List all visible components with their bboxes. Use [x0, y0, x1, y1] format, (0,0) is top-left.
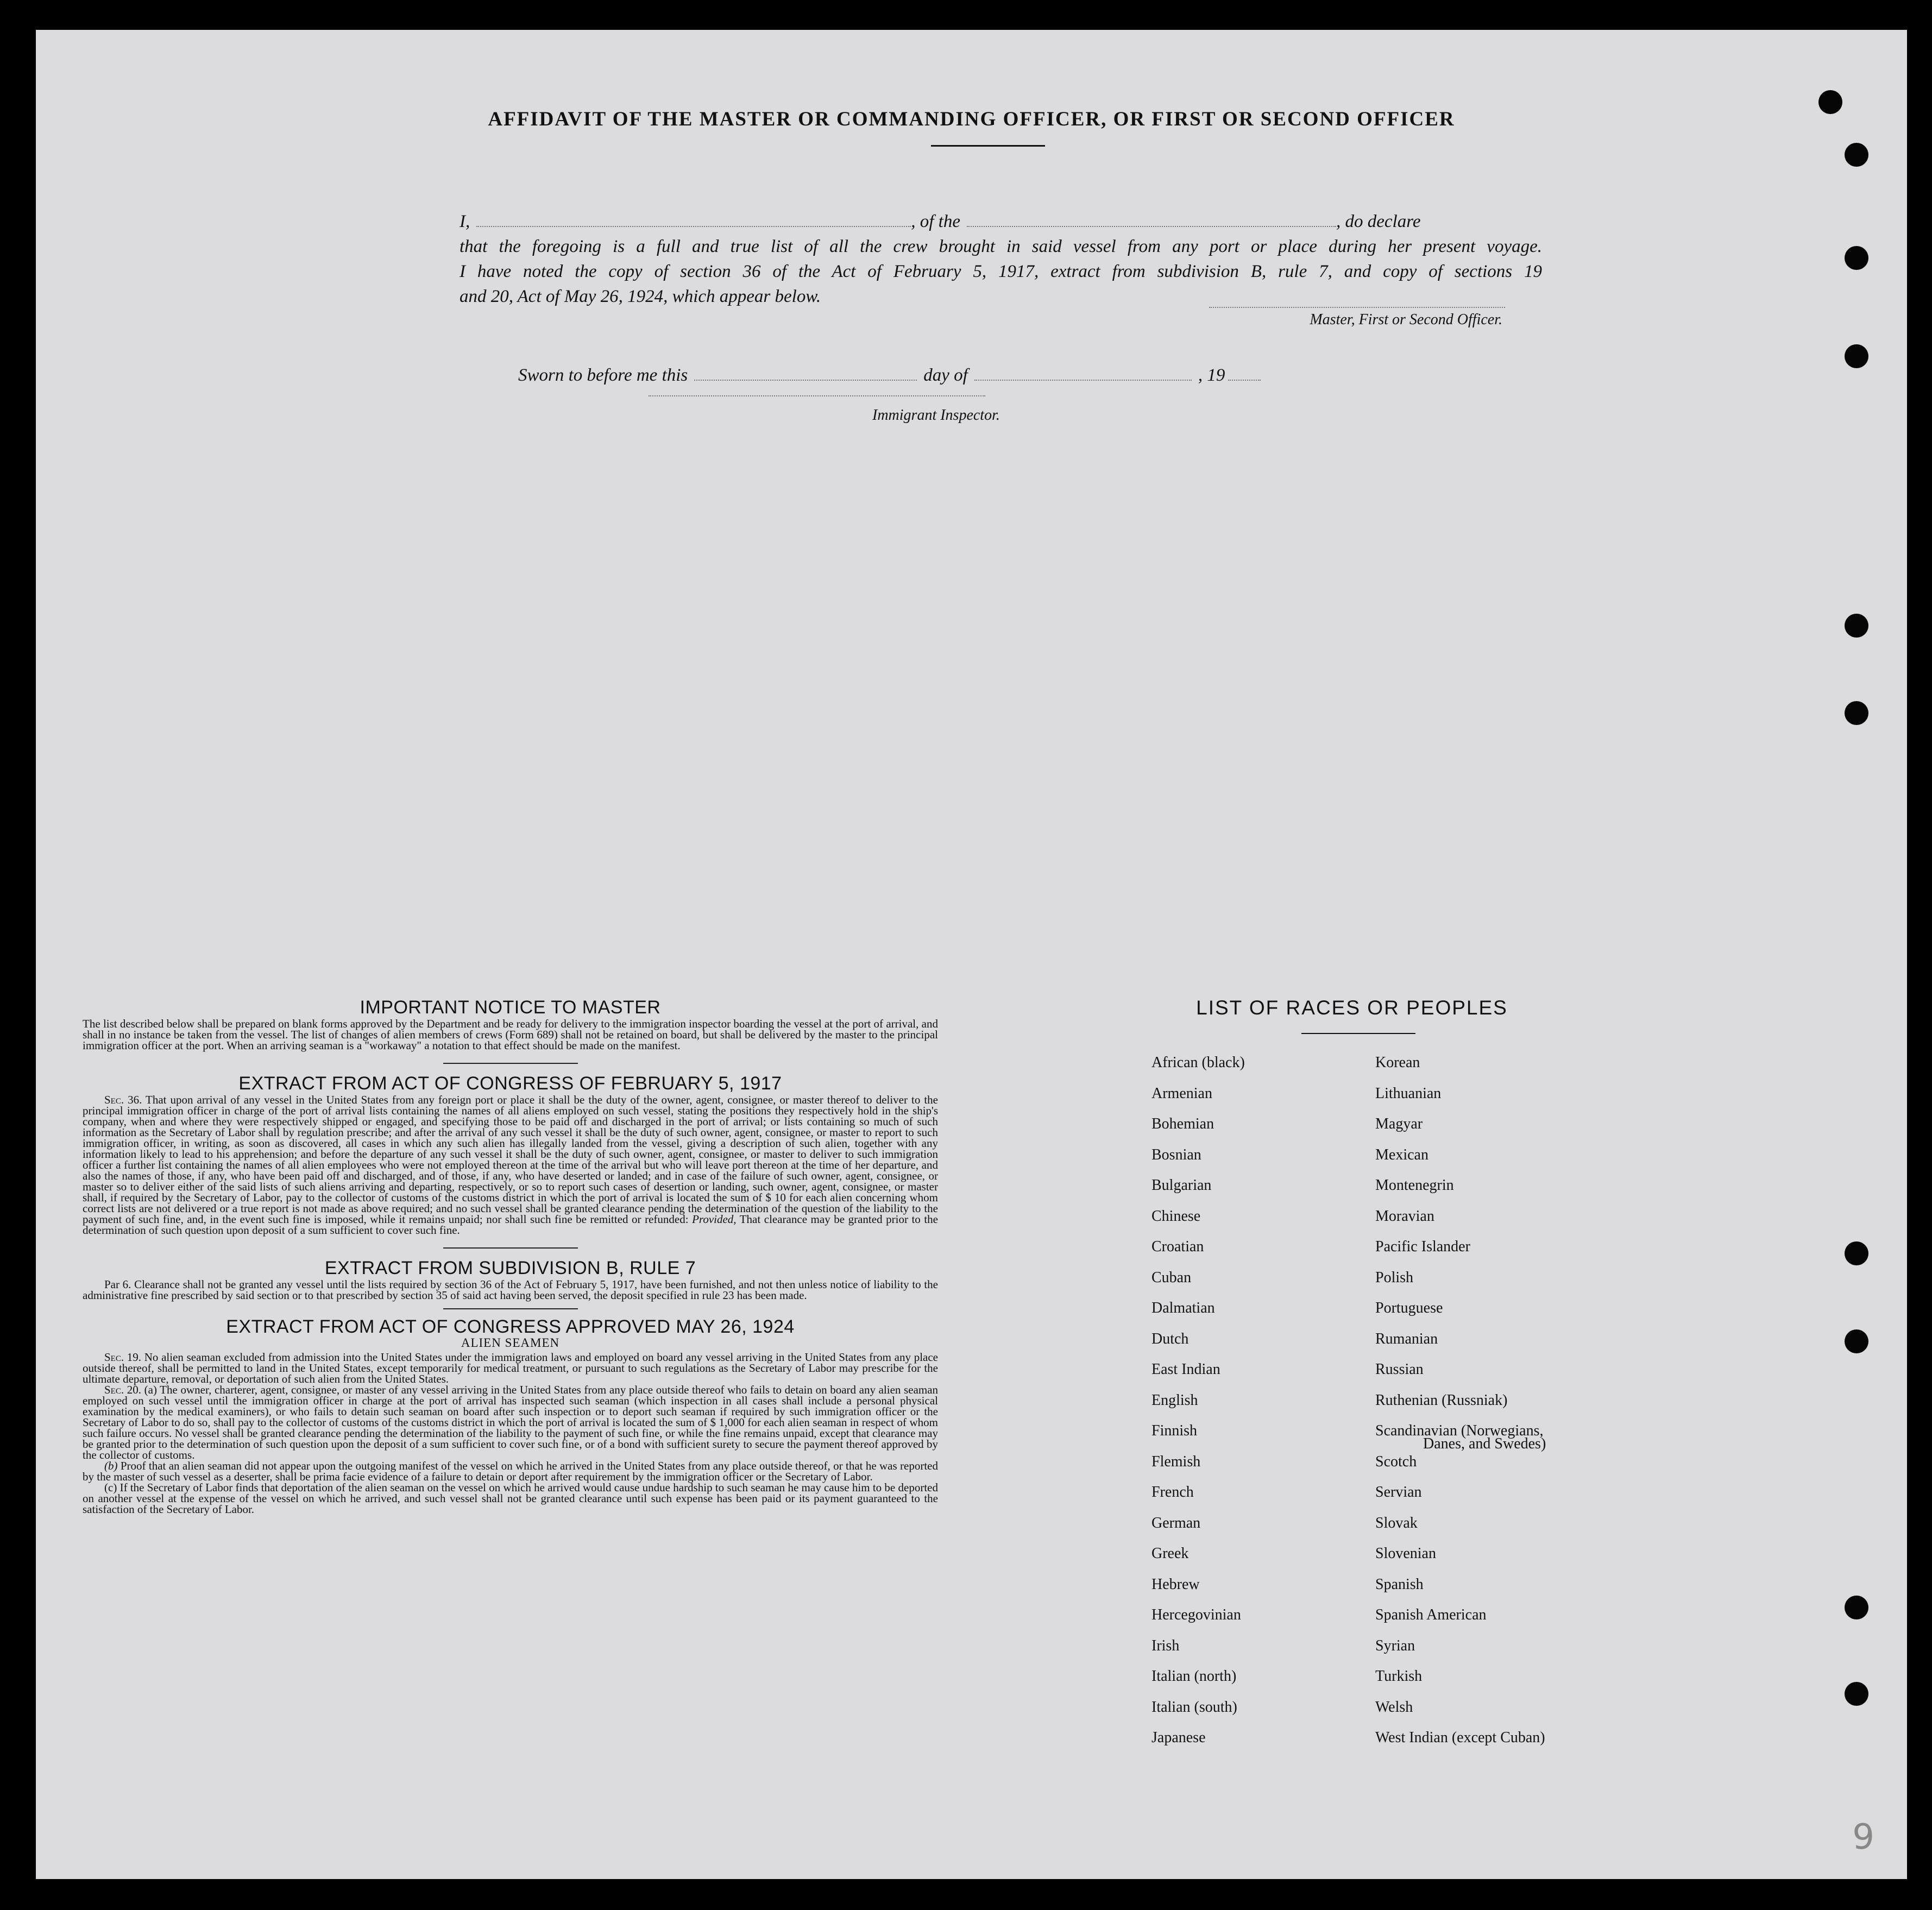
punch-hole — [1845, 701, 1868, 725]
race-item: Turkish — [1375, 1668, 1423, 1685]
inspector-signature-line[interactable] — [649, 395, 985, 396]
sec-20b-text — [83, 1460, 938, 1482]
race-item: Finnish — [1151, 1422, 1198, 1439]
sworn-month-blank[interactable] — [974, 380, 1192, 381]
sec-20b-label: (b) — [104, 1459, 118, 1472]
race-item: Flemish — [1151, 1453, 1201, 1470]
extract-rule7-title: EXTRACT FROM SUBDIVISION B, RULE 7 — [324, 1258, 696, 1278]
master-signature-caption: Master, First or Second Officer. — [1310, 311, 1502, 328]
race-item: Hebrew — [1151, 1575, 1200, 1593]
provided-word: Provided, — [692, 1213, 737, 1226]
race-item: Scotch — [1375, 1453, 1417, 1470]
sec-19-label: Sec. 19. — [104, 1351, 142, 1364]
inspector-caption: Immigrant Inspector. — [872, 407, 1000, 424]
sec-36-text-end: That clearance may be granted prior to the determination of such question upon deposit of a sum sufficient to cover such fine. — [83, 1213, 939, 1237]
extract-1924-title: EXTRACT FROM ACT OF CONGRESS APPROVED MAY 26, 1924 — [226, 1316, 795, 1337]
race-item: Bohemian — [1151, 1115, 1214, 1132]
sworn-text: Sworn to before me this — [518, 365, 688, 385]
race-item: African (black) — [1151, 1054, 1245, 1071]
race-item: Italian (north) — [1151, 1668, 1237, 1685]
divider — [443, 1063, 578, 1064]
extract-rule7-text: Par 6. Clearance shall not be granted any vessel until the lists required by section 36 of the Act of February 5, 1917, have been furnished, and not then unless notice of liability to the administrative fine prescribed by said section or to that prescribed by section 35 of said act having been served, the deposit specified in rule 23 has been made. — [83, 1278, 938, 1302]
race-item: Spanish American — [1375, 1606, 1487, 1623]
race-item-scandinavian-cont: Danes, and Swedes) — [1423, 1435, 1546, 1452]
sworn-day-blank[interactable] — [694, 380, 917, 381]
affidavit-line-2: that the foregoing is a full and true list of all the crew brought in said vessel from any port or place during her present voyage. — [460, 237, 1542, 256]
punch-hole — [1845, 143, 1868, 167]
race-item: Bulgarian — [1151, 1177, 1212, 1194]
race-item: Japanese — [1151, 1729, 1206, 1746]
race-item: Ruthenian (Russniak) — [1375, 1391, 1508, 1409]
punch-hole — [1845, 344, 1868, 368]
sec-36-label: Sec. 36. — [104, 1093, 142, 1106]
affidavit-body — [460, 209, 1542, 309]
sec-20c-label: (c) — [104, 1481, 117, 1494]
divider — [443, 1308, 578, 1309]
sec-20a-text — [83, 1384, 938, 1460]
punch-hole — [1845, 1241, 1868, 1265]
race-item: Montenegrin — [1375, 1177, 1454, 1194]
race-item: Spanish — [1375, 1575, 1424, 1593]
document-page — [36, 30, 1907, 1879]
race-item: Pacific Islander — [1375, 1238, 1470, 1255]
punch-hole — [1845, 614, 1868, 638]
race-item: Greek — [1151, 1545, 1189, 1562]
title-underline — [931, 145, 1045, 147]
affidavit-declare: , do declare — [1336, 212, 1421, 231]
race-item — [1375, 1423, 1545, 1454]
punch-hole — [1845, 1596, 1868, 1619]
vessel-blank[interactable] — [967, 225, 1336, 227]
sec-20c-text — [83, 1482, 938, 1515]
race-item: Mexican — [1375, 1146, 1428, 1163]
race-item: Polish — [1375, 1269, 1414, 1286]
race-item: Italian (south) — [1151, 1698, 1237, 1716]
sec-20-label: Sec. 20. — [104, 1383, 141, 1396]
race-item: German — [1151, 1514, 1201, 1531]
races-left-column — [1151, 1055, 1245, 1761]
race-item: Croatian — [1151, 1238, 1204, 1255]
affidavit-line-3: I have noted the copy of section 36 of the Act of February 5, 1917, extract from subdivision B, rule 7, and copy of sections 19 — [460, 262, 1542, 281]
race-item: Rumanian — [1375, 1330, 1438, 1347]
divider — [443, 1247, 578, 1249]
race-item: Portuguese — [1375, 1300, 1443, 1316]
sec-19-body: No alien seaman excluded from admission into the United States under the immigration laws and employed on board any vessel arriving in the United States from any place outside thereof, shall be permitted to land in the United States, except temporarily for medical treatment, or pursuant to such regulations as the Secretary of Labor may prescribe for the ultimate departure, removal, or deportation of such alien from the United States. — [83, 1351, 938, 1385]
race-item: Irish — [1151, 1637, 1180, 1654]
name-blank[interactable] — [476, 225, 911, 227]
sec-20a-body: (a) The owner, charterer, agent, consignee, or master of any vessel arriving in the United States from any place outside thereof who fails to detain on board any alien seaman employed on such vessel until the immigration officer in charge at the port of arrival has inspected such seaman (which inspection in all cases shall include a personal physical examination by the medical examiners), or who fails to detain such seaman on board after such inspection or to deport such seaman if required by such immigration officer or the Secretary of Labor to do so, shall pay to the collector of customs of the customs district in which the port of arrival is located the sum of $ 1,000 for each alien seaman in respect of whom such failure occurs. No vessel shall be granted clearance pending the determination of the liability to the payment of such fine, or while the fine remains unpaid, except that clearance may be granted prior to the determination of such question upon the deposit of a sum sufficient to cover such fine, or of a bond with sufficient surety to secure the payment thereof approved by the collector of customs. — [83, 1383, 939, 1461]
races-right-column — [1375, 1055, 1545, 1761]
notice-text: The list described below shall be prepared on blank forms approved by the Department and be ready for delivery to the immigration inspector boarding the vessel at the port of arrival, and shall in no instance be taken from the vessel. The list of changes of alien members of crews (Form 689) shall not be retained on board, but shall be delivered by the master to the principal immigration officer at the port. When an arriving seaman is a "workaway" a notation to that effect should be made on the manifest. — [83, 1017, 938, 1052]
race-item: Dalmatian — [1151, 1300, 1215, 1316]
race-item: Cuban — [1151, 1269, 1192, 1286]
race-item: West Indian (except Cuban) — [1375, 1729, 1545, 1746]
sworn-year-blank[interactable] — [1228, 380, 1261, 381]
sec-19-text — [83, 1352, 938, 1384]
races-title: LIST OF RACES OR PEOPLES — [1196, 997, 1508, 1019]
race-item: Hercegovinian — [1151, 1606, 1241, 1623]
race-item: English — [1151, 1391, 1198, 1409]
race-item: Moravian — [1375, 1207, 1434, 1225]
race-item: Armenian — [1151, 1085, 1212, 1102]
races-title-underline — [1301, 1033, 1415, 1034]
affidavit-line-1 — [460, 209, 1542, 234]
sworn-line — [518, 365, 1261, 386]
race-item: Welsh — [1375, 1698, 1413, 1716]
extract-1917-text — [83, 1094, 938, 1235]
race-item: East Indian — [1151, 1361, 1220, 1378]
race-item: Servian — [1375, 1484, 1422, 1501]
race-item: Slovenian — [1375, 1545, 1436, 1562]
sec-20c-body: If the Secretary of Labor finds that deportation of the alien seaman on the vessel on which he arrived would cause undue hardship to such seaman he may cause him to be deported on another vessel at the expense of the vessel on which he arrived, and such vessel shall not be granted clearance until such expense has been paid or its payment guaranteed to the satisfaction of the Secretary of Labor. — [83, 1481, 938, 1516]
punch-hole — [1845, 1682, 1868, 1706]
page-number: 9 — [1852, 1817, 1874, 1857]
race-item: Slovak — [1375, 1514, 1418, 1531]
notice-column — [83, 997, 939, 1516]
race-item: Russian — [1375, 1361, 1424, 1378]
notice-title: IMPORTANT NOTICE TO MASTER — [360, 997, 661, 1018]
day-of-text: day of — [923, 365, 968, 385]
race-item: Dutch — [1151, 1330, 1189, 1347]
race-item-scandinavian: Scandinavian (Norwegians, — [1375, 1422, 1544, 1439]
sec-36-text: That upon arrival of any vessel in the United States from any foreign port or place it shall be the duty of the owner, agent, consignee, or master thereof to deliver to the principal immigration officer in charge of the port of arrival lists containing the names of all aliens employed on such vessel, stating the positions they respectively hold in the ship's company, when and where they were respectively shipped or engaged, and specifying those to be paid off and discharged in the port of arrival; or lists containing so much of such information as the Secretary of Labor shall by regulation prescribe; and after the arrival of any such vessel it shall be the duty of such owner, agent, consignee, or master to report to such immigration officer, in writing, as soon as discovered, all cases in which any such alien has illegally landed from the vessel, giving a description of such alien, together with any information likely to lead to his apprehension; and before the departure of any such vessel it shall be the duty of such owner, agent, consignee, or master to deliver to such immigration officer a further list containing the names of all alien employees who were not employed thereon at the time of the arrival but who will leave port thereon at the time of her departure, and also the names of those, if any, who have been paid off and discharged, and of those, if any, who have deserted or landed; and in case of the failure of such owner, agent, consignee, or master so to deliver either of the said lists of such aliens arriving and departing, respectively, or so to report such cases of desertion or landing, such owner, agent, consignee, or master shall, if required by the Secretary of Labor, pay to the collector of customs of the customs district in which the port of arrival is located the sum of $ 10 for each alien concerning whom correct lists are not delivered or a true report is not made as above required; and no such vessel shall be granted clearance pending the determination of the question of the liability to the payment of such fine, and, in the event such fine is imposed, while it remains unpaid; nor shall such fine be remitted or refunded: — [83, 1093, 938, 1226]
affidavit-i: I, — [460, 212, 470, 231]
race-item: Korean — [1375, 1054, 1420, 1071]
race-item: Lithuanian — [1375, 1085, 1442, 1102]
sec-20b-body: Proof that an alien seaman did not appear upon the outgoing manifest of the vessel on which he arrived in the United States from any place outside thereof, or that he was reported by the master of such vessel as a deserter, shall be prima facie evidence of a failure to detain or deport after requirement by the immigration officer or the Secretary of Labor. — [83, 1459, 938, 1483]
affidavit-of-the: , of the — [911, 212, 960, 231]
affidavit-line-4: and 20, Act of May 26, 1924, which appear below. — [460, 287, 821, 306]
race-item: Syrian — [1375, 1637, 1415, 1654]
race-item: French — [1151, 1484, 1194, 1501]
punch-hole — [1845, 246, 1868, 270]
year-prefix: , 19 — [1198, 365, 1225, 385]
race-item: Magyar — [1375, 1115, 1423, 1132]
affidavit-title: AFFIDAVIT OF THE MASTER OR COMMANDING OFFICER, OR FIRST OR SECOND OFFICER — [488, 108, 1455, 130]
punch-hole — [1845, 1329, 1868, 1353]
extract-1917-title: EXTRACT FROM ACT OF CONGRESS OF FEBRUARY 5, 1917 — [238, 1073, 782, 1094]
race-item: Bosnian — [1151, 1146, 1201, 1163]
race-item: Chinese — [1151, 1207, 1201, 1225]
master-signature-line[interactable] — [1209, 307, 1505, 308]
alien-seamen-subtitle: ALIEN SEAMEN — [461, 1336, 560, 1350]
